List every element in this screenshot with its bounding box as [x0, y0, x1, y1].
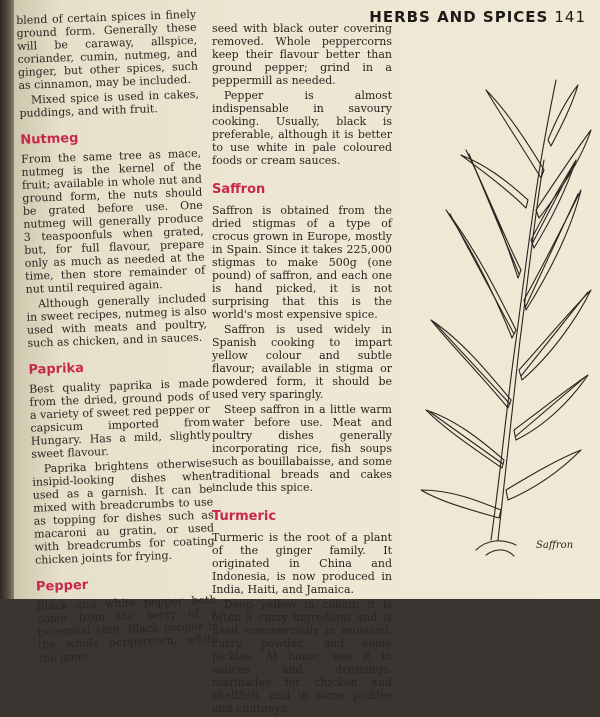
- saffron-heading: Saffron: [212, 182, 266, 197]
- nutmeg-paragraph-1: From the same tree as mace, nutmeg is the kernel of the fruit; available in whole nut and ground form, the nuts should be grated before use. One nutmeg will generally produce 3 teaspoonfuls when grated, but, for full flavour, prepare only as much as needed at the time, then store remainder of nut until required again.: [20, 146, 206, 296]
- book-gutter: [0, 0, 14, 599]
- saffron-paragraph-3: Steep saffron in a little warm water before use. Meat and poultry dishes generally incorporating rice, fish soups such as bouillabaisse, and some traditional breads and cakes include this spice.: [212, 403, 392, 494]
- running-head: [369, 8, 586, 26]
- saffron-paragraph-1: Saffron is obtained from the dried stigmas of a type of crocus grown in Europe, mostly in Spain. Since it takes 225,000 stigmas to make 500g (one pound) of saffron, and each one is hand picked, it is not surprising that this is the world's most expensive spice.: [212, 204, 392, 321]
- pepper-paragraph-1: Black and white pepper both come from the berry of a perennial vine. Black pepper is the whole peppercorn, white the inner: [36, 593, 219, 665]
- left-column: [16, 8, 219, 667]
- pepper-usage: Pepper is almost indispensable in savoury cooking. Usually, black is preferable, although it is better to use white in pale coloured foods or cream sauces.: [212, 89, 392, 167]
- nutmeg-heading: Nutmeg: [20, 130, 79, 148]
- turmeric-paragraph-1: Turmeric is the root of a plant of the ginger family. It originated in China and Indonesia, is now produced in India, Haiti, and Jamaica.: [212, 531, 392, 596]
- pepper-heading: Pepper: [35, 577, 89, 595]
- page-number: 141: [554, 8, 586, 26]
- paprika-paragraph-1: Best quality paprika is made from the dried, ground pods of a variety of sweet red pepper or capsicum imported from Hungary. Has a mild, slightly sweet flavour.: [28, 376, 212, 461]
- turmeric-paragraph-2: Deep yellow in colour, it is often a curry ingredient and is used commercially in mustard, curry powder, and some pickles. At home, use it in sauces and dressings, marinades for chicken and shellfish, and in some pickles and chutneys.: [212, 598, 392, 715]
- paprika-heading: Paprika: [28, 360, 85, 378]
- mixed-spice-usage: Mixed spice is used in cakes, puddings, and with fruit.: [19, 87, 200, 120]
- illustration-caption: Saffron: [536, 540, 574, 551]
- turmeric-heading: Turmeric: [212, 509, 277, 524]
- nutmeg-paragraph-2: Although generally included in sweet recipes, nutmeg is also used with meats and poultry, such as chicken, and in sauces.: [26, 291, 208, 350]
- saffron-paragraph-2: Saffron is used widely in Spanish cooking to impart yellow colour and subtle flavour; available in stigma or powdered form, it should be used very sparingly.: [212, 323, 392, 401]
- pepper-continued: seed with black outer covering removed. Whole peppercorns keep their flavour better than ground pepper; grind in a peppermill as needed.: [212, 22, 392, 87]
- chapter-title: HERBS AND SPICES: [369, 8, 549, 26]
- saffron-illustration: [406, 70, 596, 570]
- paprika-paragraph-2: Paprika brightens otherwise insipid-looking dishes when used as a garnish. It can be mixed with breadcrumbs to use as topping for dishes such as macaroni au gratin, or used with breadcrumbs for coating chicken joints for frying.: [32, 456, 215, 567]
- mixed-spice-paragraph: blend of certain spices in finely ground form. Generally these will be caraway, allspice, coriander, cumin, nutmeg, and ginger, but other spices, such as cinnamon, may be included.: [16, 7, 199, 92]
- right-column: [212, 22, 392, 717]
- book-page: [14, 0, 600, 715]
